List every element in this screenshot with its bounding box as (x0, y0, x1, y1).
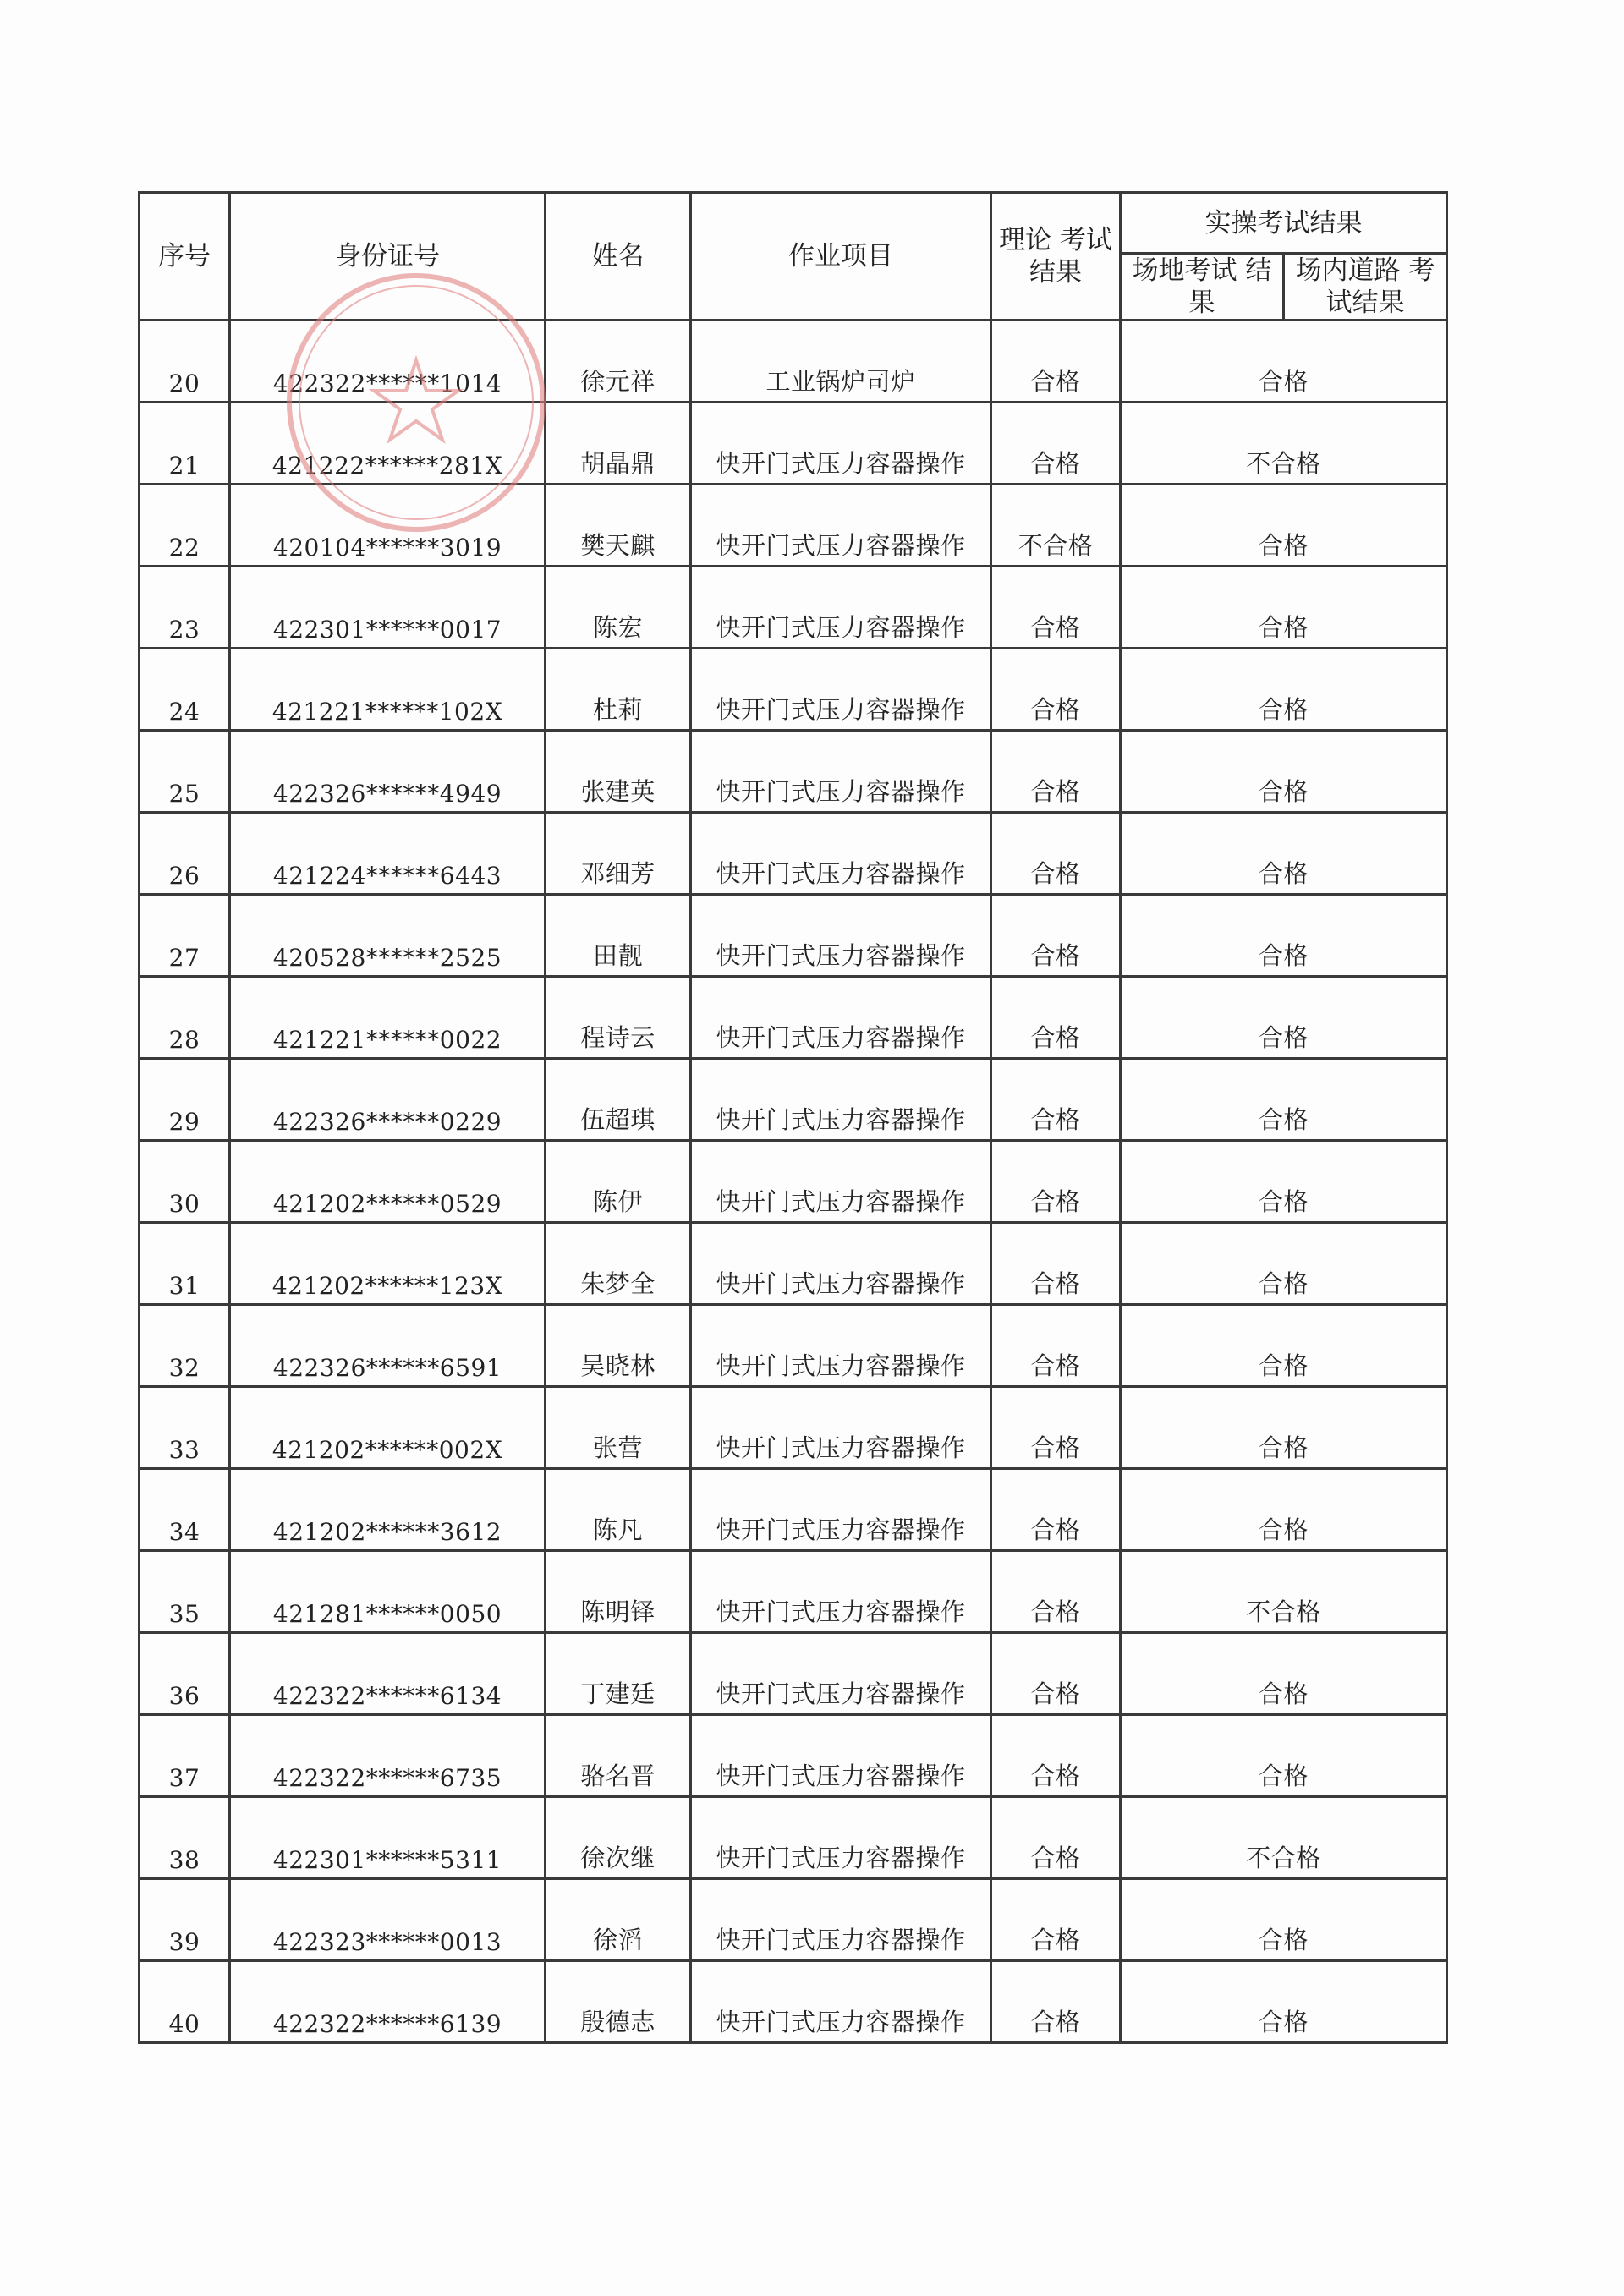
header-site-result: 场地考试 结果 (1121, 254, 1284, 321)
name-cell: 朱梦全 (546, 1223, 691, 1305)
name-cell: 丁建廷 (546, 1633, 691, 1715)
project-cell: 快开门式压力容器操作 (691, 1223, 991, 1305)
theory-result-cell: 不合格 (991, 485, 1121, 567)
seq-cell: 27 (140, 895, 230, 977)
name-cell: 杜莉 (546, 649, 691, 731)
id-number-cell: 422326******6591 (230, 1305, 546, 1387)
seq-cell: 34 (140, 1469, 230, 1551)
name-cell: 张营 (546, 1387, 691, 1469)
theory-result-cell: 合格 (991, 1059, 1121, 1141)
header-road-result: 场内道路 考试结果 (1284, 254, 1447, 321)
theory-result-cell: 合格 (991, 321, 1121, 403)
seq-cell: 23 (140, 567, 230, 649)
practical-result-cell: 合格 (1121, 895, 1447, 977)
seq-cell: 24 (140, 649, 230, 731)
theory-result-cell: 合格 (991, 895, 1121, 977)
project-cell: 快开门式压力容器操作 (691, 1633, 991, 1715)
name-cell: 徐次继 (546, 1797, 691, 1879)
id-number-cell: 421222******281X (230, 403, 546, 485)
table-row (140, 1223, 1447, 1305)
seq-cell: 31 (140, 1223, 230, 1305)
project-cell: 快开门式压力容器操作 (691, 1879, 991, 1961)
practical-result-cell: 不合格 (1121, 403, 1447, 485)
theory-result-cell: 合格 (991, 1551, 1121, 1633)
header-project: 作业项目 (691, 193, 991, 321)
name-cell: 邓细芳 (546, 813, 691, 895)
practical-result-cell: 合格 (1121, 567, 1447, 649)
project-cell: 快开门式压力容器操作 (691, 1715, 991, 1797)
name-cell: 徐元祥 (546, 321, 691, 403)
practical-result-cell: 合格 (1121, 1715, 1447, 1797)
project-cell: 快开门式压力容器操作 (691, 1387, 991, 1469)
id-number-cell: 421202******002X (230, 1387, 546, 1469)
practical-result-cell: 合格 (1121, 1305, 1447, 1387)
theory-result-cell: 合格 (991, 731, 1121, 813)
practical-result-cell: 合格 (1121, 813, 1447, 895)
project-cell: 快开门式压力容器操作 (691, 1059, 991, 1141)
id-number-cell: 422326******4949 (230, 731, 546, 813)
table-row (140, 1715, 1447, 1797)
name-cell: 张建英 (546, 731, 691, 813)
table-row (140, 1469, 1447, 1551)
practical-result-cell: 不合格 (1121, 1551, 1447, 1633)
practical-result-cell: 不合格 (1121, 1797, 1447, 1879)
id-number-cell: 421202******0529 (230, 1141, 546, 1223)
practical-result-cell: 合格 (1121, 1387, 1447, 1469)
seq-cell: 36 (140, 1633, 230, 1715)
table-row (140, 403, 1447, 485)
practical-result-cell: 合格 (1121, 649, 1447, 731)
seq-cell: 39 (140, 1879, 230, 1961)
table-row (140, 1059, 1447, 1141)
project-cell: 快开门式压力容器操作 (691, 731, 991, 813)
theory-result-cell: 合格 (991, 403, 1121, 485)
name-cell: 陈凡 (546, 1469, 691, 1551)
table-row (140, 731, 1447, 813)
theory-result-cell: 合格 (991, 1879, 1121, 1961)
practical-result-cell: 合格 (1121, 1879, 1447, 1961)
id-number-cell: 421224******6443 (230, 813, 546, 895)
project-cell: 快开门式压力容器操作 (691, 977, 991, 1059)
table-body (140, 321, 1447, 2043)
name-cell: 胡晶鼎 (546, 403, 691, 485)
practical-result-cell: 合格 (1121, 321, 1447, 403)
id-number-cell: 420104******3019 (230, 485, 546, 567)
id-number-cell: 422322******6134 (230, 1633, 546, 1715)
seq-cell: 33 (140, 1387, 230, 1469)
table-row (140, 1387, 1447, 1469)
table-row (140, 1305, 1447, 1387)
name-cell: 田靓 (546, 895, 691, 977)
id-number-cell: 422322******1014 (230, 321, 546, 403)
table-row (140, 1797, 1447, 1879)
theory-result-cell: 合格 (991, 1223, 1121, 1305)
id-number-cell: 422301******0017 (230, 567, 546, 649)
name-cell: 陈明铎 (546, 1551, 691, 1633)
name-cell: 伍超琪 (546, 1059, 691, 1141)
name-cell: 陈伊 (546, 1141, 691, 1223)
practical-result-cell: 合格 (1121, 1961, 1447, 2043)
project-cell: 快开门式压力容器操作 (691, 1961, 991, 2043)
id-number-cell: 420528******2525 (230, 895, 546, 977)
header-practical-result: 实操考试结果 (1121, 193, 1447, 254)
name-cell: 吴晓林 (546, 1305, 691, 1387)
name-cell: 殷德志 (546, 1961, 691, 2043)
table-row (140, 321, 1447, 403)
table-row (140, 1633, 1447, 1715)
theory-result-cell: 合格 (991, 1141, 1121, 1223)
seq-cell: 28 (140, 977, 230, 1059)
project-cell: 快开门式压力容器操作 (691, 1469, 991, 1551)
seq-cell: 37 (140, 1715, 230, 1797)
theory-result-cell: 合格 (991, 1469, 1121, 1551)
id-number-cell: 422326******0229 (230, 1059, 546, 1141)
name-cell: 程诗云 (546, 977, 691, 1059)
table-row (140, 1141, 1447, 1223)
practical-result-cell: 合格 (1121, 1223, 1447, 1305)
header-theory-result: 理论 考试结果 (991, 193, 1121, 321)
theory-result-cell: 合格 (991, 1305, 1121, 1387)
project-cell: 快开门式压力容器操作 (691, 1551, 991, 1633)
seq-cell: 30 (140, 1141, 230, 1223)
project-cell: 快开门式压力容器操作 (691, 403, 991, 485)
practical-result-cell: 合格 (1121, 485, 1447, 567)
practical-result-cell: 合格 (1121, 1633, 1447, 1715)
name-cell: 陈宏 (546, 567, 691, 649)
seq-cell: 26 (140, 813, 230, 895)
id-number-cell: 421221******102X (230, 649, 546, 731)
table-row (140, 1879, 1447, 1961)
theory-result-cell: 合格 (991, 1633, 1121, 1715)
table-row (140, 1961, 1447, 2043)
project-cell: 工业锅炉司炉 (691, 321, 991, 403)
id-number-cell: 421202******123X (230, 1223, 546, 1305)
table-row (140, 485, 1447, 567)
seq-cell: 21 (140, 403, 230, 485)
project-cell: 快开门式压力容器操作 (691, 813, 991, 895)
table-row (140, 813, 1447, 895)
project-cell: 快开门式压力容器操作 (691, 1141, 991, 1223)
practical-result-cell: 合格 (1121, 1469, 1447, 1551)
id-number-cell: 422322******6735 (230, 1715, 546, 1797)
theory-result-cell: 合格 (991, 977, 1121, 1059)
table-row (140, 567, 1447, 649)
id-number-cell: 422322******6139 (230, 1961, 546, 2043)
seq-cell: 29 (140, 1059, 230, 1141)
header-row-1 (140, 193, 1447, 254)
project-cell: 快开门式压力容器操作 (691, 895, 991, 977)
theory-result-cell: 合格 (991, 649, 1121, 731)
project-cell: 快开门式压力容器操作 (691, 1305, 991, 1387)
seq-cell: 25 (140, 731, 230, 813)
seq-cell: 32 (140, 1305, 230, 1387)
practical-result-cell: 合格 (1121, 977, 1447, 1059)
table-row (140, 649, 1447, 731)
id-number-cell: 422301******5311 (230, 1797, 546, 1879)
theory-result-cell: 合格 (991, 1387, 1121, 1469)
theory-result-cell: 合格 (991, 1797, 1121, 1879)
practical-result-cell: 合格 (1121, 731, 1447, 813)
table-row (140, 1551, 1447, 1633)
name-cell: 骆名晋 (546, 1715, 691, 1797)
project-cell: 快开门式压力容器操作 (691, 485, 991, 567)
seq-cell: 35 (140, 1551, 230, 1633)
practical-result-cell: 合格 (1121, 1059, 1447, 1141)
theory-result-cell: 合格 (991, 1715, 1121, 1797)
header-id-number: 身份证号 (230, 193, 546, 321)
header-name: 姓名 (546, 193, 691, 321)
theory-result-cell: 合格 (991, 1961, 1121, 2043)
id-number-cell: 421281******0050 (230, 1551, 546, 1633)
id-number-cell: 421202******3612 (230, 1469, 546, 1551)
table-row (140, 895, 1447, 977)
seq-cell: 40 (140, 1961, 230, 2043)
id-number-cell: 421221******0022 (230, 977, 546, 1059)
seq-cell: 20 (140, 321, 230, 403)
exam-results-table (138, 191, 1448, 2044)
seq-cell: 38 (140, 1797, 230, 1879)
id-number-cell: 422323******0013 (230, 1879, 546, 1961)
seq-cell: 22 (140, 485, 230, 567)
table-row (140, 977, 1447, 1059)
header-seq: 序号 (140, 193, 230, 321)
name-cell: 徐滔 (546, 1879, 691, 1961)
name-cell: 樊天麒 (546, 485, 691, 567)
project-cell: 快开门式压力容器操作 (691, 567, 991, 649)
theory-result-cell: 合格 (991, 813, 1121, 895)
theory-result-cell: 合格 (991, 567, 1121, 649)
project-cell: 快开门式压力容器操作 (691, 649, 991, 731)
practical-result-cell: 合格 (1121, 1141, 1447, 1223)
project-cell: 快开门式压力容器操作 (691, 1797, 991, 1879)
